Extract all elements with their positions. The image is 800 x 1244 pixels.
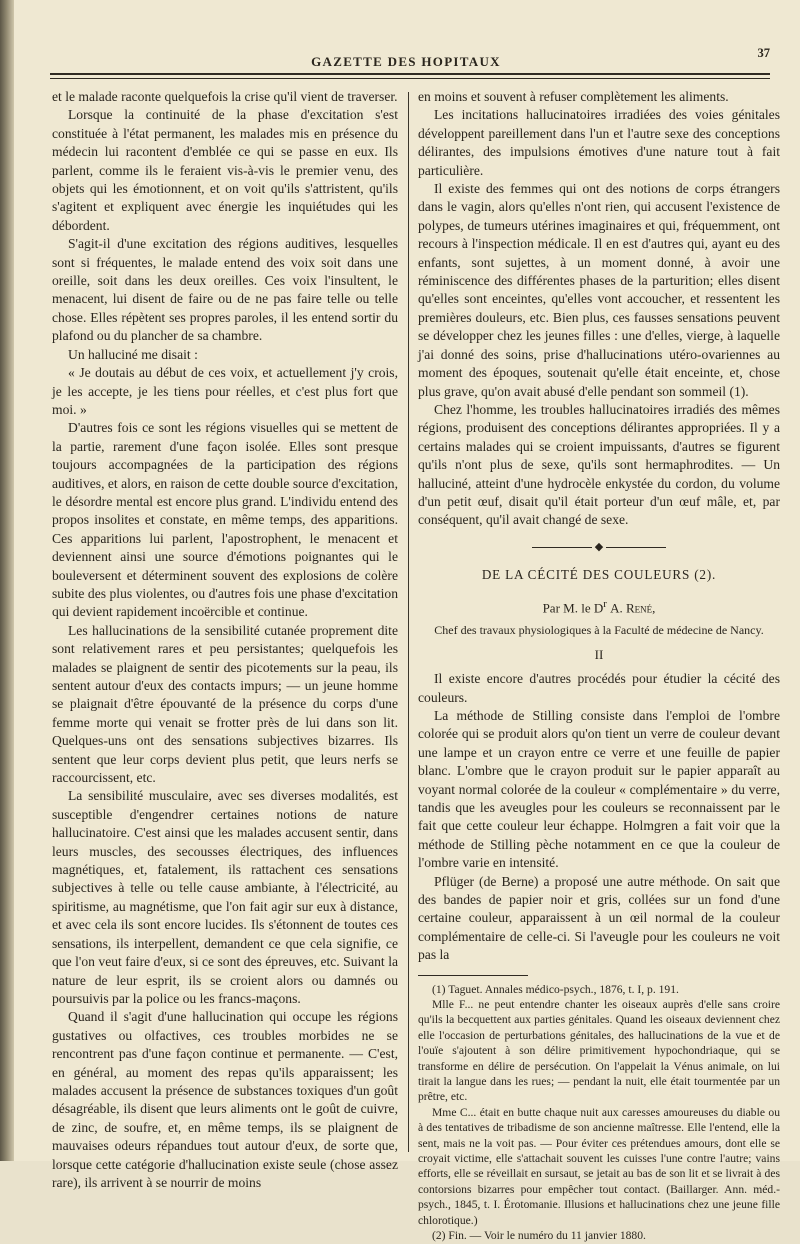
article-title: DE LA CÉCITÉ DES COULEURS (2). — [481, 567, 717, 583]
footnote-rule — [418, 975, 528, 976]
left-column — [52, 88, 398, 1192]
paragraph: S'agit-il d'une excitation des régions auditives, lesquelles sont si fréquentes, le malade entend des voix soit dans une oreille, soit dans les deux oreilles. Ces voix l'insultent, le menacent, lui disent de faire ou de ne pas faire telle ou telle chose. Elles répètent ses propres paroles, il les entend sortir du plafond ou du plancher de sa chambre. — [52, 236, 398, 344]
footnote: Mlle F... ne peut entendre chanter les oiseaux auprès d'elle sans croire qu'ils la becquettent aux parties génitales. Quand les oiseaux deviennent chez elle l'occasion de perturbations génitales, des hallucinations de la vue et de l'ouïe s'ajoutent à son délire primitivement hypochondriaque, qui se transforme en délire de persécution. On l'appelait la Vénus animale, on lui tirait la langue dans les rues; — pendant la nuit, elle était tourmentée par un prêtre, etc. — [418, 998, 780, 1104]
article-paragraph: Pflüger (de Berne) a proposé une autre méthode. On sait que des bandes de papier noir et gris, collées sur un fond d'une certaine couleur, apparaissent à un œil normal de la couleur complémentaire de celle-ci. Si l'aveugle pour les couleurs ne voit pas la — [418, 873, 780, 963]
byline-superscript: r — [603, 597, 607, 610]
journal-title: GAZETTE DES HOPITAUX — [311, 54, 501, 69]
page-number: 37 — [757, 46, 770, 60]
author-name: A. René, — [610, 599, 656, 615]
article-paragraph: La méthode de Stilling consiste dans l'emploi de l'ombre colorée qui se produit alors qu'on tient un verre de couleur devant une lampe et un crayon entre ce verre et une feuille de papier blanc. L'ombre que le crayon produit sur le papier apparaît au voyant normal colorée de la couleur « complémentaire » du verre, tandis que les aveugles pour les couleurs se reconnaissent par le fait que cette couleur leur échappe. Holmgren a fait voir que la méthode de Stilling pèche notamment en ce que la couleur de l'ombre varie en intensité. — [418, 707, 780, 871]
footnote: (1) Taguet. Annales médico-psych., 1876, t. I, p. 191. — [432, 982, 679, 996]
paragraph: Quand il s'agit d'une hallucination qui occupe les régions gustatives ou olfactives, ces troubles morbides ne se rencontrent pas d'une façon continue et permanente. — C'est, en général, au moment des repas qu'ils apparaissent; les malades accusent la présence de substances toxiques d'un goût désagréable, ils disent que leurs aliments ont le goût de cuivre, de zinc, de soufre, et, en même temps, ils se plaignent de mauvaises odeurs répandues tout autour d'eux, de sorte que, lorsque cette catégorie d'hallucination existe seule (chose assez rare), ils arrivent à se nourrir de moins — [52, 1009, 398, 1190]
quotation: « Je doutais au début de ces voix, et actuellement j'y crois, je les accepte, je les tiens pour réelles, et c'est plus fort que moi. » — [52, 365, 398, 417]
page-binding-edge — [0, 0, 14, 1161]
paragraph: Il existe des femmes qui ont des notions de corps étrangers dans le vagin, alors qu'elles n'ont rien, qui accusent l'existence de polypes, de tumeurs utérines imaginaires et qui, fréquemment, ont recours à l'inspection médicale. Il en est d'autres qui, ayant eu des enfants, sont sujettes, à un moment donné, à avoir une réminiscence des différentes phases de la parturition; elles disent qu'elles sont enceintes, qu'elles vont accoucher, et ressentent les premières douleurs, etc. Bien plus, ces fausses sensations peuvent se développer chez les jeunes filles : une d'elles, vierge, à laquelle j'ai donné des soins, prise d'hallucinations utéro-ovariennes au moment des époques, soutenait qu'elle était enceinte, et, chose plus grave, qu'on avait abusé d'elle pendant son sommeil (1). — [418, 181, 780, 399]
article-byline — [418, 595, 780, 618]
footnote: Mme C... était en butte chaque nuit aux caresses amoureuses du diable ou à des tentatives de tribadisme de son ancienne maîtresse. Elle l'entend, elle la sent, mais ne la voit pas. — Pour éviter ces prétendues amours, dont elle se croyait victime, elle s'attachait souvent les cuisses l'une contre l'autre; vains efforts, elle se réveillait en sursaut, se jetait au bas de son lit et se livrait à des contorsions bizarres pour empêcher tout contact. (Baillarger. Ann. méd.-psych., 1845, t. I. Érotomanie. Illusions et hallucinations chez une jeune fille chlorotique.) — [418, 1105, 780, 1227]
article-paragraph: Il existe encore d'autres procédés pour étudier la cécité des couleurs. — [418, 671, 780, 705]
paragraph: La sensibilité musculaire, avec ses diverses modalités, est susceptible d'engendrer certaines notions de nature hallucinatoire. C'est ainsi que les malades accusent sentir, dans leurs muscles, des secousses électriques, des influences magnétiques, et, fatalement, ils rattachent ces sensations subjectives à telle ou telle cause ambiante, à l'électricité, au spiritisme, au magnétisme, que l'on fait agir sur eux à distance, et avec cela ils sont encore lucides. Ils s'étonnent de toutes ces sensations, ils interpellent, demandent ce que cela signifie, ce que l'on veut faire d'eux, si ce sont des épreuves, etc. Suivant la nature de leur esprit, ils se croient alors ou damnés ou poursuivis par la police ou les francs-maçons. — [52, 788, 398, 1006]
paragraph: Les incitations hallucinatoires irradiées des voies génitales développent pareillement dans l'un et l'autre sexe des conceptions délirantes, des impulsions émotives d'une nature tout à fait particulière. — [418, 107, 780, 178]
paragraph: Un halluciné me disait : — [68, 346, 198, 362]
header-rule-thin — [50, 78, 770, 79]
author-affiliation: Chef des travaux physiologiques à la Faculté de médecine de Nancy. — [434, 623, 764, 638]
right-column — [418, 88, 780, 1244]
footnote: (2) Fin. — Voir le numéro du 11 janvier 1880. — [432, 1229, 646, 1243]
section-number: II — [594, 646, 604, 662]
column-divider — [408, 92, 409, 1152]
paragraph: Les hallucinations de la sensibilité cutanée proprement dite sont relativement rares et peu persistantes; quelquefois les malades se plaignent de sentir des picotements sur la peau, ils sentent autour d'eux des contacts impurs; — un jeune homme se plaignait d'être épouvanté de la présence du corps d'une femme morte qui venait se frotter près de lui dans son lit. Quelques-uns ont des sensations subjectives bizarres. Ils sentent que leur corps devient plus petit, que leurs nerfs se raccourcissent, etc. — [52, 622, 398, 786]
section-divider-ornament: ◆ — [418, 538, 780, 556]
paragraph: Lorsque la continuité de la phase d'excitation s'est constituée à l'état permanent, les malades mis en présence du médecin lui racontent d'emblée ce qui se passe en eux. Ils parlent, comme ils le feraient vis-à-vis le premier venu, des objets qui les émotionnent, et on voit qu'ils s'attristent, qu'ils s'agitent et expliquent avec énergie les inquiétudes qui les débordent. — [52, 107, 398, 233]
paragraph: Chez l'homme, les troubles hallucinatoires irradiés des mêmes régions, produisent des conceptions délirantes appropriées. Il y a certains malades qui se croient impuissants, d'autres se figurent qu'ils n'ont plus de sexe, qu'ils sont hermaphrodites. — Un halluciné, atteint d'une hydrocèle enkystée du cordon, du volume d'un petit œuf, disait qu'il était porteur d'un œuf mâle, et, par conséquent, qu'il avait changé de sexe. — [418, 401, 780, 528]
page-header — [42, 40, 770, 74]
paragraph: D'autres fois ce sont les régions visuelles qui se mettent de la partie, rarement d'une façon isolée. Elles sont presque toujours accompagnées de la participation des régions auditives, et alors, en raison de cette double source d'excitation, le désordre mental est encore plus grand. L'individu entend des propos insolites et constate, en même temps, des apparitions. Ces apparitions lui parlent, l'apostrophent, le menacent et deviennent ainsi une source d'émotions poignantes qui le bouleversent et déterminent souvent des explosions de colère subite des plus violentes, ou d'autres fois une phase d'excitation qui devient rapidement incoërcible et continue. — [52, 420, 398, 620]
byline-prefix: Par M. le D — [542, 599, 604, 615]
paragraph: en moins et souvent à refuser complètement les aliments. — [418, 89, 729, 104]
paragraph: et le malade raconte quelquefois la crise qu'il vient de traverser. — [52, 89, 398, 104]
header-rule-thick — [50, 73, 770, 75]
